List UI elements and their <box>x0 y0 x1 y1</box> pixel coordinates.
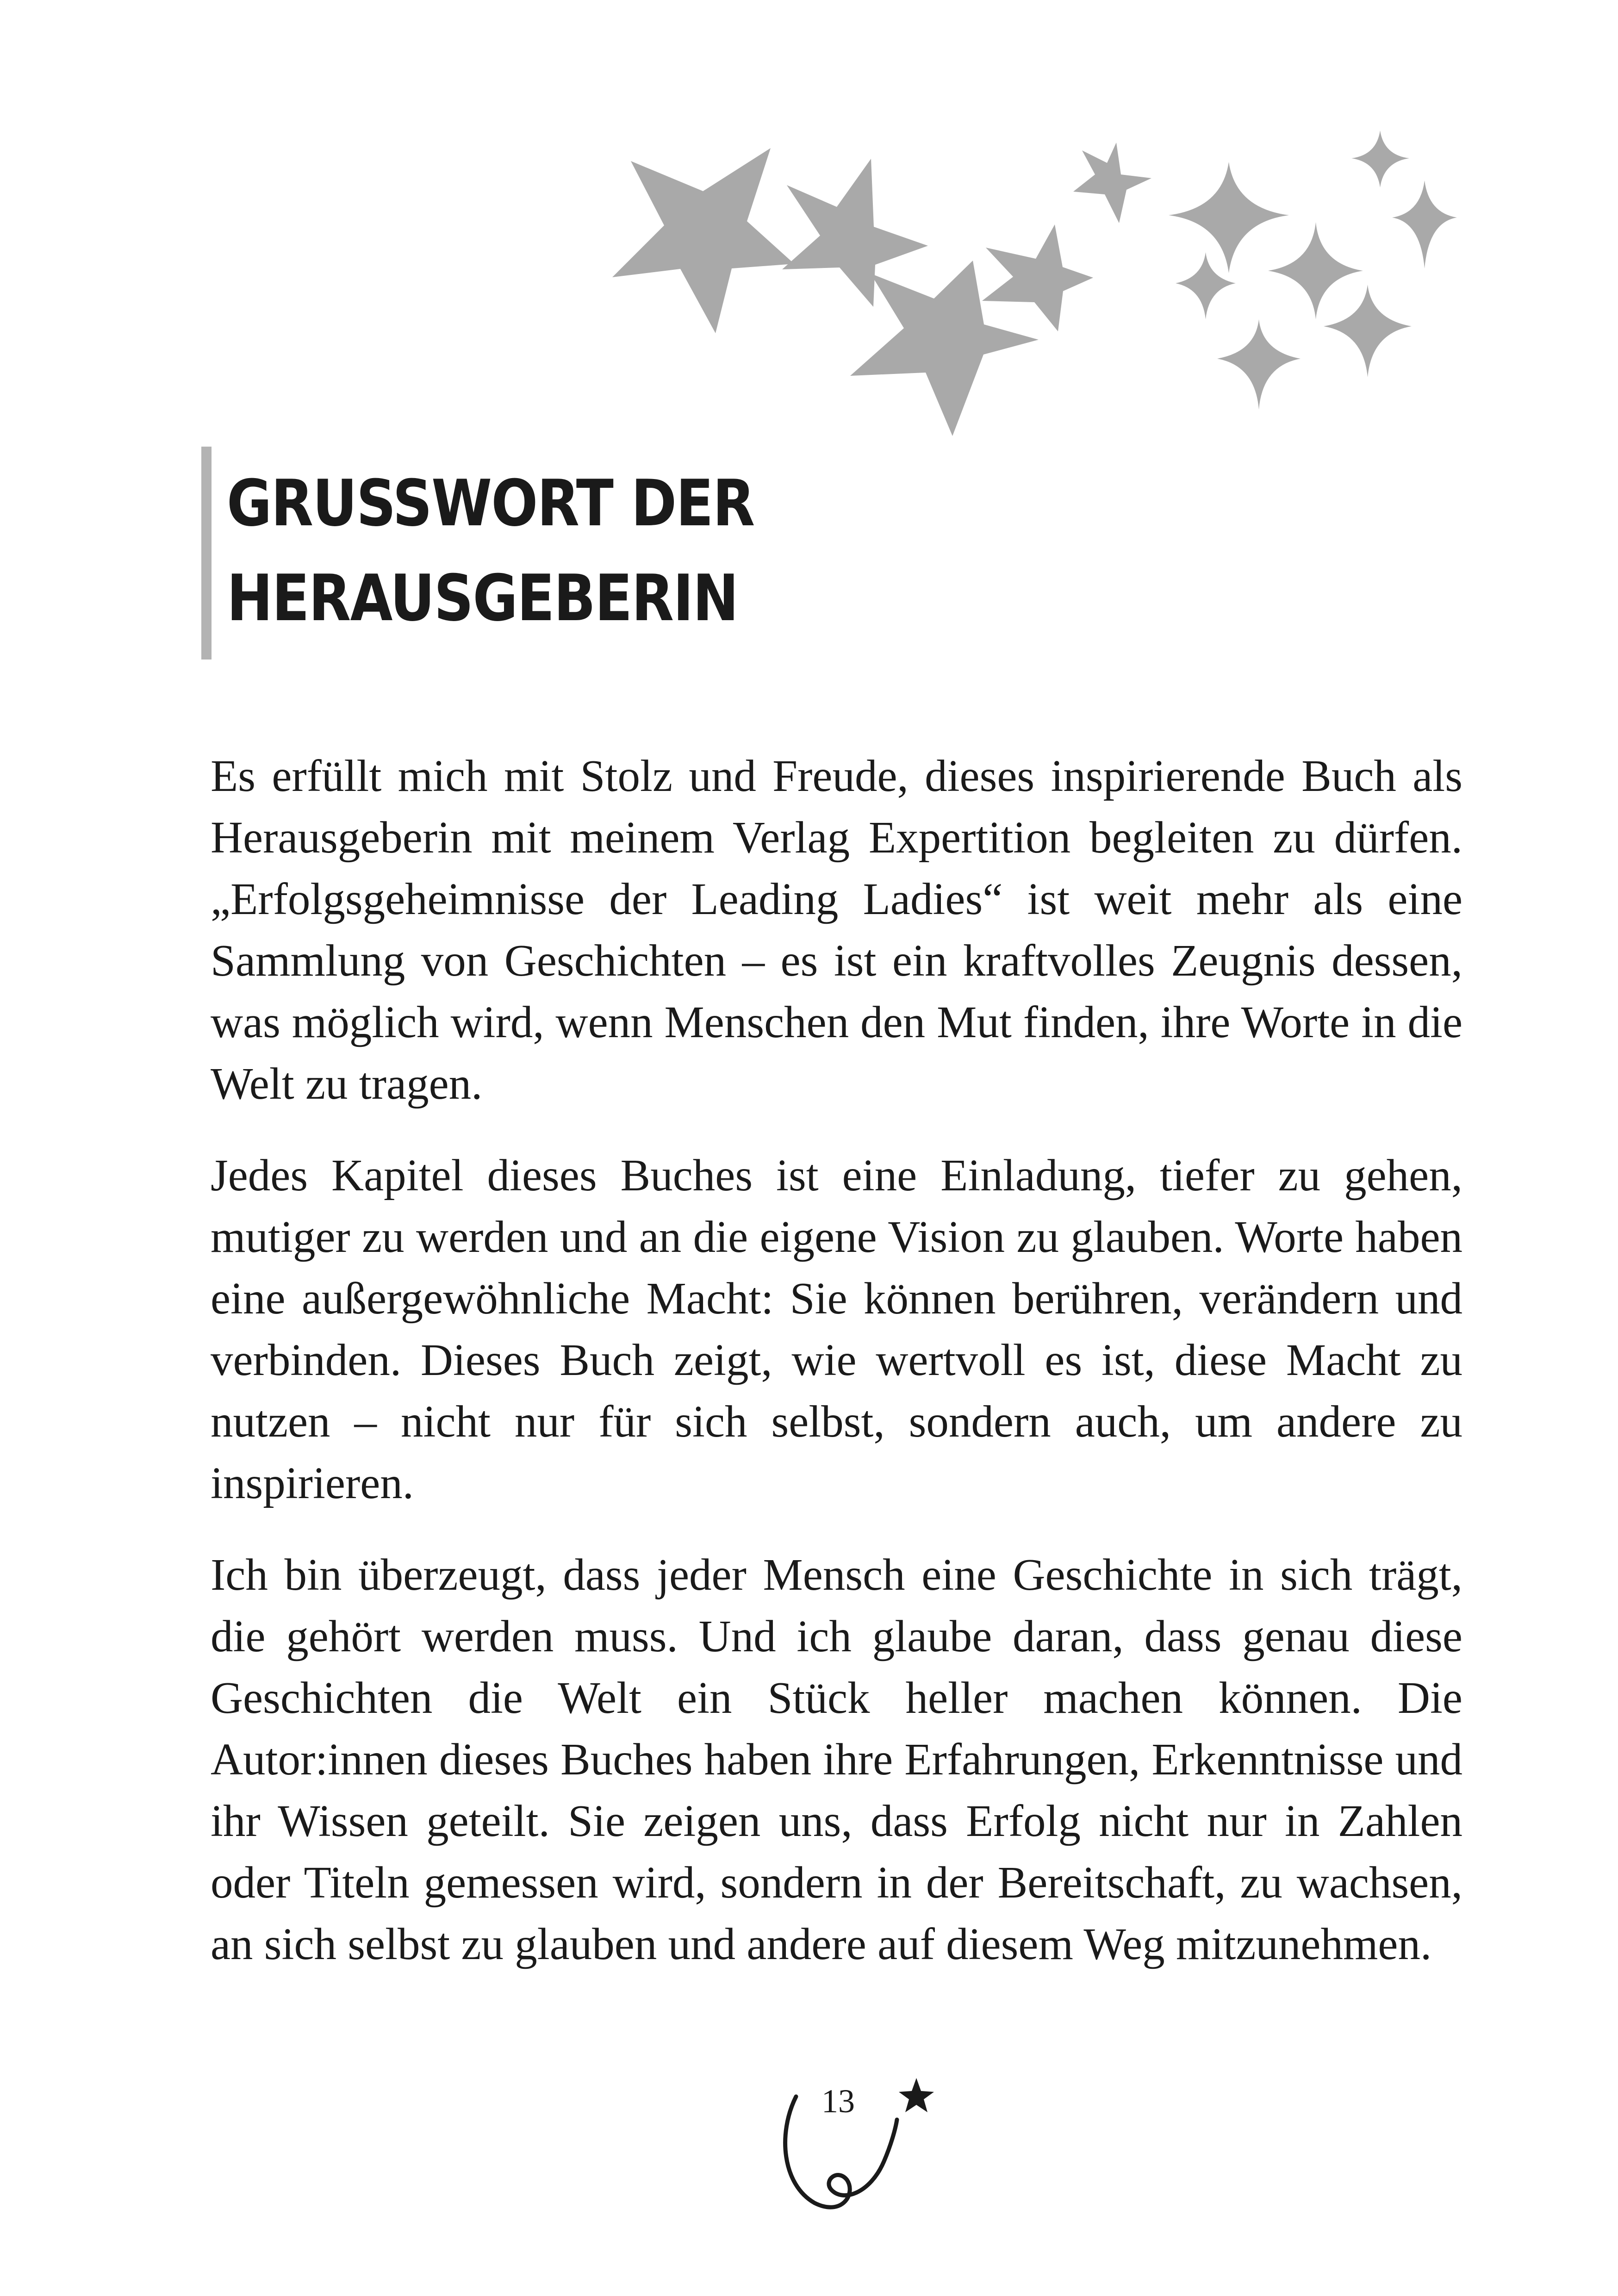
sparkle-icon <box>1268 222 1363 319</box>
paragraph: Jedes Kapitel dieses Buches ist eine Einladung, tiefer zu gehen, mutiger zu werden und an die eigene Vision zu glauben. Worte haben eine außergewöhnliche Macht: Sie können berühren, verändern und verbinden. Dieses Buch zeigt, wie wertvoll es ist, diese Macht zu nutzen – nicht nur für sich selbst, sondern auch, um andere zu inspirieren. <box>211 1151 1462 1508</box>
page-title <box>227 456 754 646</box>
paragraph: Ich bin überzeugt, dass jeder Mensch eine Geschichte in sich trägt, die gehört werden muss. Und ich glaube daran, dass genau diese Geschichten die Welt ein Stück heller machen können. Die Autor:innen dieses Buches haben ihre Erfahrungen, Erkenntnisse und ihr Wissen geteilt. Sie zeigen uns, dass Erfolg nicht nur in Zahlen oder Titeln gemessen wird, sondern in der Bereitschaft, zu wachsen, an sich selbst zu glauben und andere auf diesem Weg mitzunehmen. <box>211 1550 1462 1969</box>
swirl-star-icon <box>778 2069 935 2221</box>
sparkle-icon <box>1392 180 1457 268</box>
sparkle-icon <box>1169 162 1289 273</box>
heading-block <box>201 447 1220 660</box>
star-icon <box>612 148 794 333</box>
heading-accent-bar <box>201 447 212 660</box>
paragraph: Es erfüllt mich mit Stolz und Freude, dieses inspirierende Buch als Herausgeberin mit meinem Verlag Expertition begleiten zu dürfen. „Erfolgsgeheimnisse der Leading Ladies“ ist weit mehr als eine Sammlung von Geschichten – es ist ein kraftvolles Zeugnis dessen, was möglich wird, wenn Menschen den Mut finden, ihre Worte in die Welt zu tragen. <box>211 751 1462 1108</box>
star-icon <box>982 224 1093 331</box>
star-icon <box>1073 143 1151 223</box>
body-text <box>211 745 1462 2005</box>
page-title-line-1: GRUSSWORT DER <box>227 466 754 541</box>
sparkle-icon <box>1351 131 1409 187</box>
sparkle-icon <box>1217 319 1301 410</box>
page-number-block <box>778 2069 935 2221</box>
sparkle-icon <box>1324 285 1412 377</box>
page-title-line-2: HERAUSGEBERIN <box>227 561 738 635</box>
star-icon <box>782 159 928 307</box>
page-number: 13 <box>821 2083 855 2120</box>
star-cluster-icon <box>0 0 1618 463</box>
